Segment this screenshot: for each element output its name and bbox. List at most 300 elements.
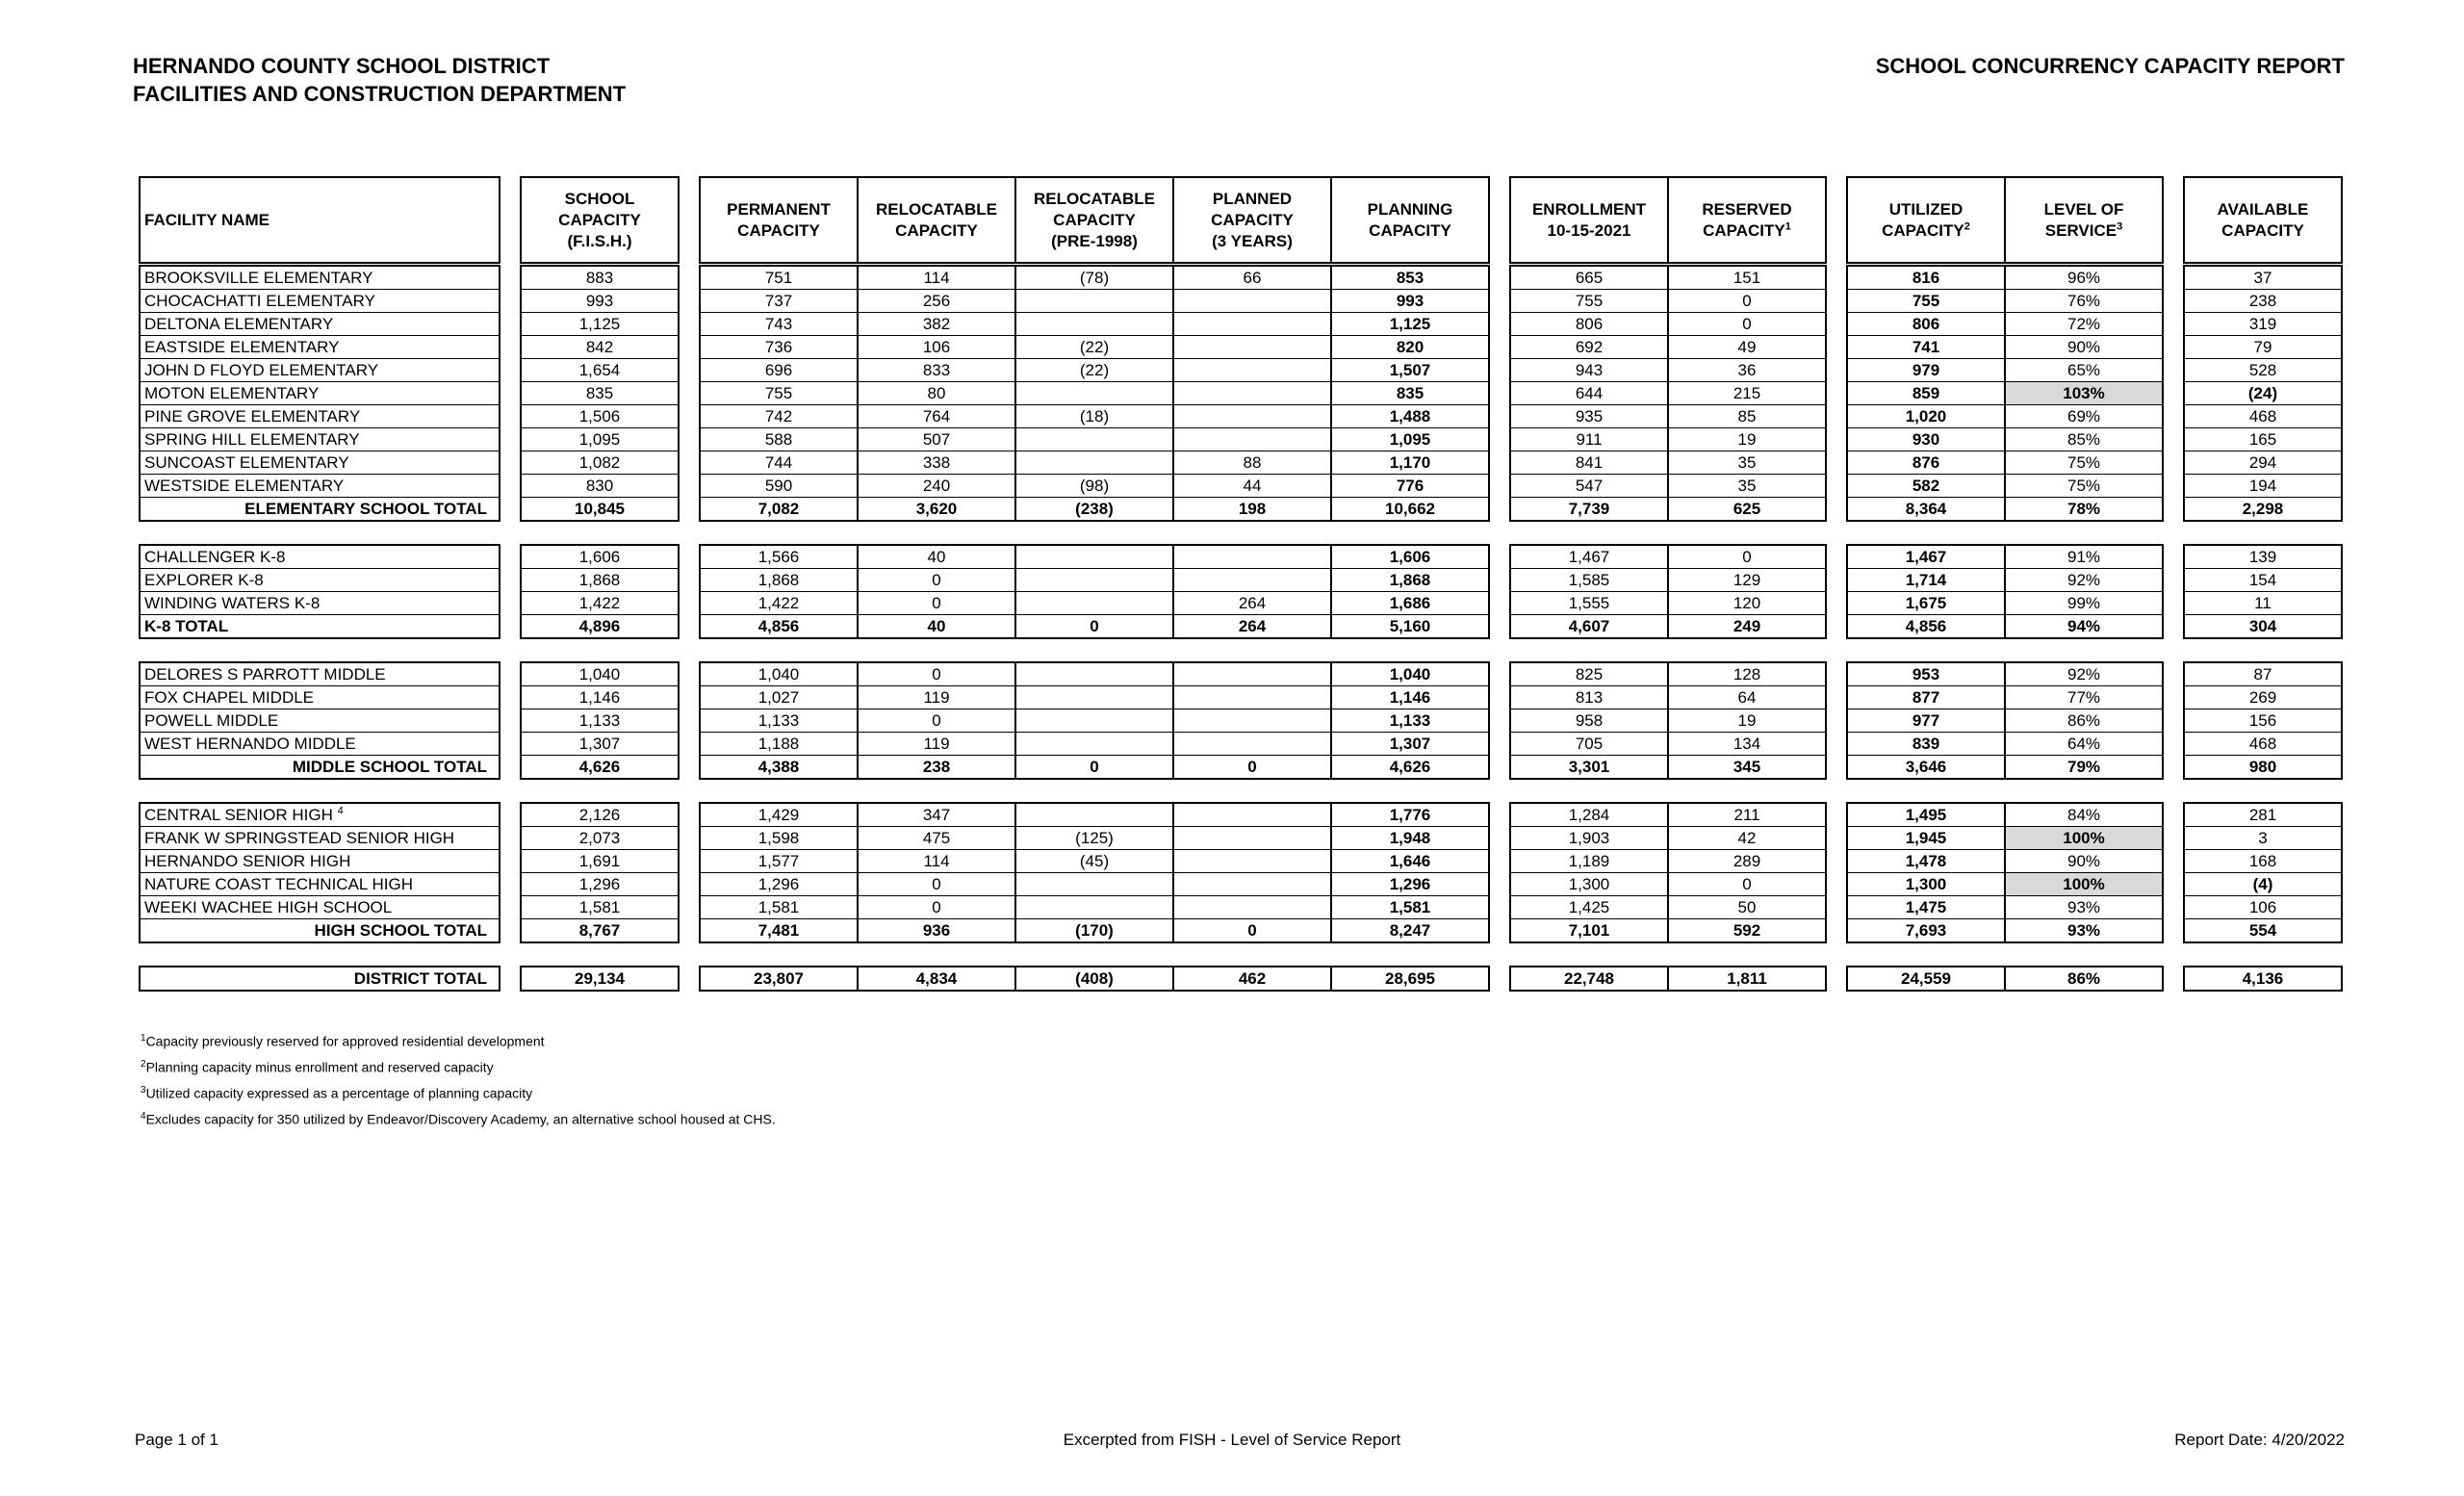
table-row <box>140 266 2342 290</box>
cell-planning: 1,686 <box>1331 592 1489 615</box>
cell-planning: 776 <box>1331 475 1489 498</box>
cell-avail: 319 <box>2184 313 2342 336</box>
table-row <box>140 290 2342 313</box>
cell-perm: 1,296 <box>700 873 858 896</box>
col-enrollment: ENROLLMENT 10-15-2021 <box>1510 177 1668 263</box>
facility-name-cell: DELORES S PARROTT MIDDLE <box>140 662 500 686</box>
facility-name-cell: EXPLORER K-8 <box>140 569 500 592</box>
cell-fish: 993 <box>521 290 679 313</box>
cell-planned <box>1173 336 1331 359</box>
cell-planned: 0 <box>1173 919 1331 943</box>
col-permanent-capacity: PERMANENT CAPACITY <box>700 177 858 263</box>
cell-planned <box>1173 733 1331 756</box>
cell-reserved: 625 <box>1668 498 1826 522</box>
cell-enroll: 1,467 <box>1510 545 1668 569</box>
cell-enroll: 3,301 <box>1510 756 1668 780</box>
cell-planning: 1,488 <box>1331 405 1489 428</box>
table-row <box>140 686 2342 709</box>
cell-planned <box>1173 428 1331 451</box>
cell-reserved: 128 <box>1668 662 1826 686</box>
cell-pre <box>1015 313 1173 336</box>
cell-reserved: 50 <box>1668 896 1826 919</box>
cell-avail: 2,298 <box>2184 498 2342 522</box>
cell-avail: 79 <box>2184 336 2342 359</box>
cell-reserved: 289 <box>1668 850 1826 873</box>
facility-name-cell: MOTON ELEMENTARY <box>140 382 500 405</box>
cell-reserved: 129 <box>1668 569 1826 592</box>
cell-enroll: 7,101 <box>1510 919 1668 943</box>
cell-los: 79% <box>2005 756 2163 780</box>
cell-planning: 1,507 <box>1331 359 1489 382</box>
cell-reserved: 35 <box>1668 451 1826 475</box>
facility-name-cell: BROOKSVILLE ELEMENTARY <box>140 266 500 290</box>
cell-reserved: 36 <box>1668 359 1826 382</box>
cell-reserved: 249 <box>1668 615 1826 639</box>
cell-utilized: 3,646 <box>1847 756 2005 780</box>
total-row <box>140 498 2342 522</box>
cell-perm: 7,481 <box>700 919 858 943</box>
cell-planned <box>1173 290 1331 313</box>
cell-planning: 28,695 <box>1331 967 1489 991</box>
cell-enroll: 692 <box>1510 336 1668 359</box>
cell-perm: 751 <box>700 266 858 290</box>
total-row <box>140 756 2342 780</box>
cell-utilized: 859 <box>1847 382 2005 405</box>
cell-enroll: 958 <box>1510 709 1668 733</box>
cell-fish: 4,626 <box>521 756 679 780</box>
facility-name-cell: FOX CHAPEL MIDDLE <box>140 686 500 709</box>
cell-los: 86% <box>2005 709 2163 733</box>
cell-los: 72% <box>2005 313 2163 336</box>
table-row <box>140 592 2342 615</box>
cell-pre: 0 <box>1015 615 1173 639</box>
cell-pre <box>1015 428 1173 451</box>
cell-pre <box>1015 873 1173 896</box>
cell-los: 91% <box>2005 545 2163 569</box>
col-relocatable-capacity: RELOCATABLE CAPACITY <box>858 177 1015 263</box>
cell-los: 92% <box>2005 662 2163 686</box>
cell-utilized: 1,475 <box>1847 896 2005 919</box>
cell-planning: 853 <box>1331 266 1489 290</box>
cell-reloc: 382 <box>858 313 1015 336</box>
cell-fish: 1,125 <box>521 313 679 336</box>
col-level-of-service: LEVEL OF SERVICE$^3$ <box>2005 177 2163 263</box>
facility-name-cell: DISTRICT TOTAL <box>140 967 500 991</box>
cell-planning: 1,307 <box>1331 733 1489 756</box>
cell-enroll: 4,607 <box>1510 615 1668 639</box>
cell-los: 76% <box>2005 290 2163 313</box>
cell-perm: 588 <box>700 428 858 451</box>
facility-name-cell: CHALLENGER K-8 <box>140 545 500 569</box>
col-planned-capacity: PLANNED CAPACITY (3 YEARS) <box>1173 177 1331 263</box>
cell-reloc: 764 <box>858 405 1015 428</box>
cell-reserved: 211 <box>1668 803 1826 827</box>
report-title: SCHOOL CONCURRENCY CAPACITY REPORT <box>1875 54 2345 78</box>
cell-enroll: 755 <box>1510 290 1668 313</box>
cell-enroll: 1,585 <box>1510 569 1668 592</box>
cell-enroll: 1,425 <box>1510 896 1668 919</box>
cell-planned <box>1173 896 1331 919</box>
footnote-2: $^2$Planning capacity minus enrollment and reserved capacity <box>141 1059 494 1075</box>
col-utilized-capacity: UTILIZED CAPACITY$^2$ <box>1847 177 2005 263</box>
cell-enroll: 935 <box>1510 405 1668 428</box>
facility-name-cell: EASTSIDE ELEMENTARY <box>140 336 500 359</box>
cell-reloc: 347 <box>858 803 1015 827</box>
cell-utilized: 930 <box>1847 428 2005 451</box>
cell-reloc: 106 <box>858 336 1015 359</box>
table-row <box>140 451 2342 475</box>
cell-reloc: 0 <box>858 592 1015 615</box>
cell-pre: (18) <box>1015 405 1173 428</box>
cell-utilized: 1,495 <box>1847 803 2005 827</box>
facility-name-cell: POWELL MIDDLE <box>140 709 500 733</box>
capacity-table <box>139 176 2343 992</box>
facility-name-cell: CHOCACHATTI ELEMENTARY <box>140 290 500 313</box>
cell-reloc: 256 <box>858 290 1015 313</box>
cell-enroll: 1,189 <box>1510 850 1668 873</box>
cell-planning: 1,606 <box>1331 545 1489 569</box>
cell-utilized: 1,675 <box>1847 592 2005 615</box>
cell-avail: 87 <box>2184 662 2342 686</box>
cell-reloc: 0 <box>858 662 1015 686</box>
cell-pre: (408) <box>1015 967 1173 991</box>
table-row <box>140 827 2342 850</box>
cell-fish: 1,506 <box>521 405 679 428</box>
cell-perm: 696 <box>700 359 858 382</box>
cell-planned <box>1173 662 1331 686</box>
cell-pre: 0 <box>1015 756 1173 780</box>
cell-utilized: 1,300 <box>1847 873 2005 896</box>
cell-reloc: 114 <box>858 266 1015 290</box>
cell-perm: 4,856 <box>700 615 858 639</box>
cell-utilized: 8,364 <box>1847 498 2005 522</box>
cell-fish: 1,654 <box>521 359 679 382</box>
cell-utilized: 1,020 <box>1847 405 2005 428</box>
total-row <box>140 967 2342 991</box>
cell-reserved: 64 <box>1668 686 1826 709</box>
cell-perm: 736 <box>700 336 858 359</box>
cell-fish: 1,296 <box>521 873 679 896</box>
cell-planning: 5,160 <box>1331 615 1489 639</box>
cell-fish: 1,082 <box>521 451 679 475</box>
total-row <box>140 919 2342 943</box>
cell-planned <box>1173 313 1331 336</box>
cell-reserved: 0 <box>1668 313 1826 336</box>
cell-planning: 8,247 <box>1331 919 1489 943</box>
total-row <box>140 615 2342 639</box>
cell-utilized: 1,478 <box>1847 850 2005 873</box>
cell-avail: 11 <box>2184 592 2342 615</box>
cell-reloc: 338 <box>858 451 1015 475</box>
cell-planned <box>1173 827 1331 850</box>
cell-pre <box>1015 803 1173 827</box>
cell-planned <box>1173 709 1331 733</box>
facility-name-cell: HIGH SCHOOL TOTAL <box>140 919 500 943</box>
cell-perm: 1,027 <box>700 686 858 709</box>
cell-pre <box>1015 733 1173 756</box>
cell-reloc: 833 <box>858 359 1015 382</box>
cell-perm: 23,807 <box>700 967 858 991</box>
cell-reloc: 119 <box>858 686 1015 709</box>
facility-name-cell: WESTSIDE ELEMENTARY <box>140 475 500 498</box>
cell-fish: 10,845 <box>521 498 679 522</box>
facility-name-cell: NATURE COAST TECHNICAL HIGH <box>140 873 500 896</box>
cell-los: 90% <box>2005 850 2163 873</box>
cell-reloc: 40 <box>858 545 1015 569</box>
cell-reserved: 49 <box>1668 336 1826 359</box>
cell-utilized: 816 <box>1847 266 2005 290</box>
cell-enroll: 1,300 <box>1510 873 1668 896</box>
footnote-marker: 4 <box>337 805 344 817</box>
cell-fish: 1,040 <box>521 662 679 686</box>
cell-planning: 1,296 <box>1331 873 1489 896</box>
cell-planning: 993 <box>1331 290 1489 313</box>
cell-reserved: 19 <box>1668 428 1826 451</box>
facility-name-cell: CENTRAL SENIOR HIGH $^4$ <box>140 803 500 827</box>
footnote-1: $^1$Capacity previously reserved for approved residential development <box>141 1033 545 1049</box>
cell-los: 100% <box>2005 827 2163 850</box>
cell-pre: (22) <box>1015 336 1173 359</box>
cell-los: 90% <box>2005 336 2163 359</box>
cell-avail: 168 <box>2184 850 2342 873</box>
cell-enroll: 22,748 <box>1510 967 1668 991</box>
cell-reserved: 0 <box>1668 290 1826 313</box>
cell-fish: 830 <box>521 475 679 498</box>
cell-planning: 1,948 <box>1331 827 1489 850</box>
cell-reloc: 0 <box>858 709 1015 733</box>
cell-planned: 66 <box>1173 266 1331 290</box>
cell-perm: 737 <box>700 290 858 313</box>
cell-planning: 1,095 <box>1331 428 1489 451</box>
cell-reserved: 151 <box>1668 266 1826 290</box>
table-row <box>140 428 2342 451</box>
cell-pre <box>1015 545 1173 569</box>
cell-planning: 1,776 <box>1331 803 1489 827</box>
source-note: Excerpted from FISH - Level of Service Report <box>1063 1431 1401 1449</box>
facility-name-cell: ELEMENTARY SCHOOL TOTAL <box>140 498 500 522</box>
table-row <box>140 405 2342 428</box>
cell-fish: 1,146 <box>521 686 679 709</box>
facility-name-cell: SUNCOAST ELEMENTARY <box>140 451 500 475</box>
cell-enroll: 841 <box>1510 451 1668 475</box>
cell-pre: (98) <box>1015 475 1173 498</box>
cell-fish: 1,868 <box>521 569 679 592</box>
cell-enroll: 806 <box>1510 313 1668 336</box>
facility-name-cell: WEEKI WACHEE HIGH SCHOOL <box>140 896 500 919</box>
cell-reloc: 4,834 <box>858 967 1015 991</box>
cell-pre <box>1015 662 1173 686</box>
table-row <box>140 733 2342 756</box>
cell-perm: 7,082 <box>700 498 858 522</box>
cell-reloc: 475 <box>858 827 1015 850</box>
cell-perm: 1,133 <box>700 709 858 733</box>
cell-planning: 10,662 <box>1331 498 1489 522</box>
table-row <box>140 709 2342 733</box>
cell-los: 92% <box>2005 569 2163 592</box>
cell-los: 100% <box>2005 873 2163 896</box>
cell-avail: (24) <box>2184 382 2342 405</box>
cell-avail: 3 <box>2184 827 2342 850</box>
cell-avail: 554 <box>2184 919 2342 943</box>
facility-name-cell: FRANK W SPRINGSTEAD SENIOR HIGH <box>140 827 500 850</box>
table-row <box>140 569 2342 592</box>
cell-utilized: 977 <box>1847 709 2005 733</box>
cell-avail: 106 <box>2184 896 2342 919</box>
cell-utilized: 1,945 <box>1847 827 2005 850</box>
column-header-row <box>140 177 2342 263</box>
cell-los: 77% <box>2005 686 2163 709</box>
facility-name-cell: K-8 TOTAL <box>140 615 500 639</box>
facility-name-cell: HERNANDO SENIOR HIGH <box>140 850 500 873</box>
cell-reloc: 3,620 <box>858 498 1015 522</box>
cell-pre <box>1015 569 1173 592</box>
cell-utilized: 876 <box>1847 451 2005 475</box>
cell-avail: 281 <box>2184 803 2342 827</box>
facility-name-cell: SPRING HILL ELEMENTARY <box>140 428 500 451</box>
cell-reserved: 215 <box>1668 382 1826 405</box>
cell-planned <box>1173 545 1331 569</box>
report-date: Report Date: 4/20/2022 <box>2174 1431 2345 1449</box>
cell-pre: (78) <box>1015 266 1173 290</box>
cell-perm: 1,598 <box>700 827 858 850</box>
cell-perm: 744 <box>700 451 858 475</box>
footnote-3: $^3$Utilized capacity expressed as a percentage of planning capacity <box>141 1085 533 1101</box>
cell-utilized: 1,714 <box>1847 569 2005 592</box>
cell-planned: 264 <box>1173 615 1331 639</box>
cell-fish: 4,896 <box>521 615 679 639</box>
cell-los: 99% <box>2005 592 2163 615</box>
cell-reloc: 80 <box>858 382 1015 405</box>
cell-los: 93% <box>2005 896 2163 919</box>
cell-avail: 37 <box>2184 266 2342 290</box>
table-row <box>140 359 2342 382</box>
table-row <box>140 662 2342 686</box>
facility-name-cell: JOHN D FLOYD ELEMENTARY <box>140 359 500 382</box>
cell-avail: 156 <box>2184 709 2342 733</box>
table-row <box>140 896 2342 919</box>
cell-planned: 44 <box>1173 475 1331 498</box>
cell-avail: 528 <box>2184 359 2342 382</box>
cell-fish: 1,095 <box>521 428 679 451</box>
table-row <box>140 336 2342 359</box>
cell-los: 75% <box>2005 475 2163 498</box>
cell-los: 86% <box>2005 967 2163 991</box>
cell-enroll: 943 <box>1510 359 1668 382</box>
cell-utilized: 1,467 <box>1847 545 2005 569</box>
cell-avail: 139 <box>2184 545 2342 569</box>
cell-reserved: 35 <box>1668 475 1826 498</box>
cell-reserved: 42 <box>1668 827 1826 850</box>
cell-avail: 468 <box>2184 405 2342 428</box>
cell-reloc: 114 <box>858 850 1015 873</box>
cell-pre: (45) <box>1015 850 1173 873</box>
cell-avail: 294 <box>2184 451 2342 475</box>
cell-reloc: 240 <box>858 475 1015 498</box>
cell-enroll: 644 <box>1510 382 1668 405</box>
cell-perm: 1,581 <box>700 896 858 919</box>
cell-utilized: 953 <box>1847 662 2005 686</box>
cell-planned <box>1173 850 1331 873</box>
cell-reserved: 19 <box>1668 709 1826 733</box>
cell-planned <box>1173 569 1331 592</box>
cell-los: 78% <box>2005 498 2163 522</box>
cell-fish: 835 <box>521 382 679 405</box>
cell-planned <box>1173 405 1331 428</box>
cell-planned: 198 <box>1173 498 1331 522</box>
cell-pre: (22) <box>1015 359 1173 382</box>
cell-reloc: 0 <box>858 569 1015 592</box>
cell-perm: 1,566 <box>700 545 858 569</box>
cell-perm: 1,577 <box>700 850 858 873</box>
cell-los: 93% <box>2005 919 2163 943</box>
cell-avail: 980 <box>2184 756 2342 780</box>
cell-pre <box>1015 686 1173 709</box>
cell-pre <box>1015 382 1173 405</box>
cell-fish: 883 <box>521 266 679 290</box>
cell-enroll: 1,284 <box>1510 803 1668 827</box>
cell-planning: 1,868 <box>1331 569 1489 592</box>
table-row <box>140 873 2342 896</box>
cell-los: 85% <box>2005 428 2163 451</box>
table-row <box>140 803 2342 827</box>
cell-los: 69% <box>2005 405 2163 428</box>
cell-reloc: 0 <box>858 873 1015 896</box>
cell-planned <box>1173 803 1331 827</box>
cell-reloc: 936 <box>858 919 1015 943</box>
cell-fish: 1,307 <box>521 733 679 756</box>
cell-fish: 29,134 <box>521 967 679 991</box>
cell-avail: 4,136 <box>2184 967 2342 991</box>
cell-perm: 4,388 <box>700 756 858 780</box>
district-header <box>133 52 626 108</box>
cell-utilized: 839 <box>1847 733 2005 756</box>
cell-pre <box>1015 709 1173 733</box>
cell-pre <box>1015 290 1173 313</box>
cell-enroll: 705 <box>1510 733 1668 756</box>
cell-avail: 154 <box>2184 569 2342 592</box>
cell-enroll: 1,555 <box>1510 592 1668 615</box>
cell-avail: 468 <box>2184 733 2342 756</box>
cell-planned: 462 <box>1173 967 1331 991</box>
cell-planning: 1,133 <box>1331 709 1489 733</box>
cell-planned: 264 <box>1173 592 1331 615</box>
cell-planned <box>1173 382 1331 405</box>
cell-reserved: 134 <box>1668 733 1826 756</box>
cell-enroll: 7,739 <box>1510 498 1668 522</box>
cell-fish: 8,767 <box>521 919 679 943</box>
cell-reserved: 1,811 <box>1668 967 1826 991</box>
cell-perm: 1,429 <box>700 803 858 827</box>
cell-planning: 1,170 <box>1331 451 1489 475</box>
cell-utilized: 979 <box>1847 359 2005 382</box>
cell-los: 84% <box>2005 803 2163 827</box>
cell-los: 65% <box>2005 359 2163 382</box>
cell-perm: 1,422 <box>700 592 858 615</box>
table-row <box>140 313 2342 336</box>
col-relocatable-pre-1998: RELOCATABLE CAPACITY (PRE-1998) <box>1015 177 1173 263</box>
cell-avail: 304 <box>2184 615 2342 639</box>
cell-fish: 1,581 <box>521 896 679 919</box>
cell-fish: 2,126 <box>521 803 679 827</box>
page-number: Page 1 of 1 <box>135 1431 218 1449</box>
cell-fish: 1,691 <box>521 850 679 873</box>
cell-avail: 165 <box>2184 428 2342 451</box>
cell-pre: (238) <box>1015 498 1173 522</box>
cell-avail: 194 <box>2184 475 2342 498</box>
cell-perm: 1,868 <box>700 569 858 592</box>
cell-enroll: 665 <box>1510 266 1668 290</box>
cell-perm: 743 <box>700 313 858 336</box>
